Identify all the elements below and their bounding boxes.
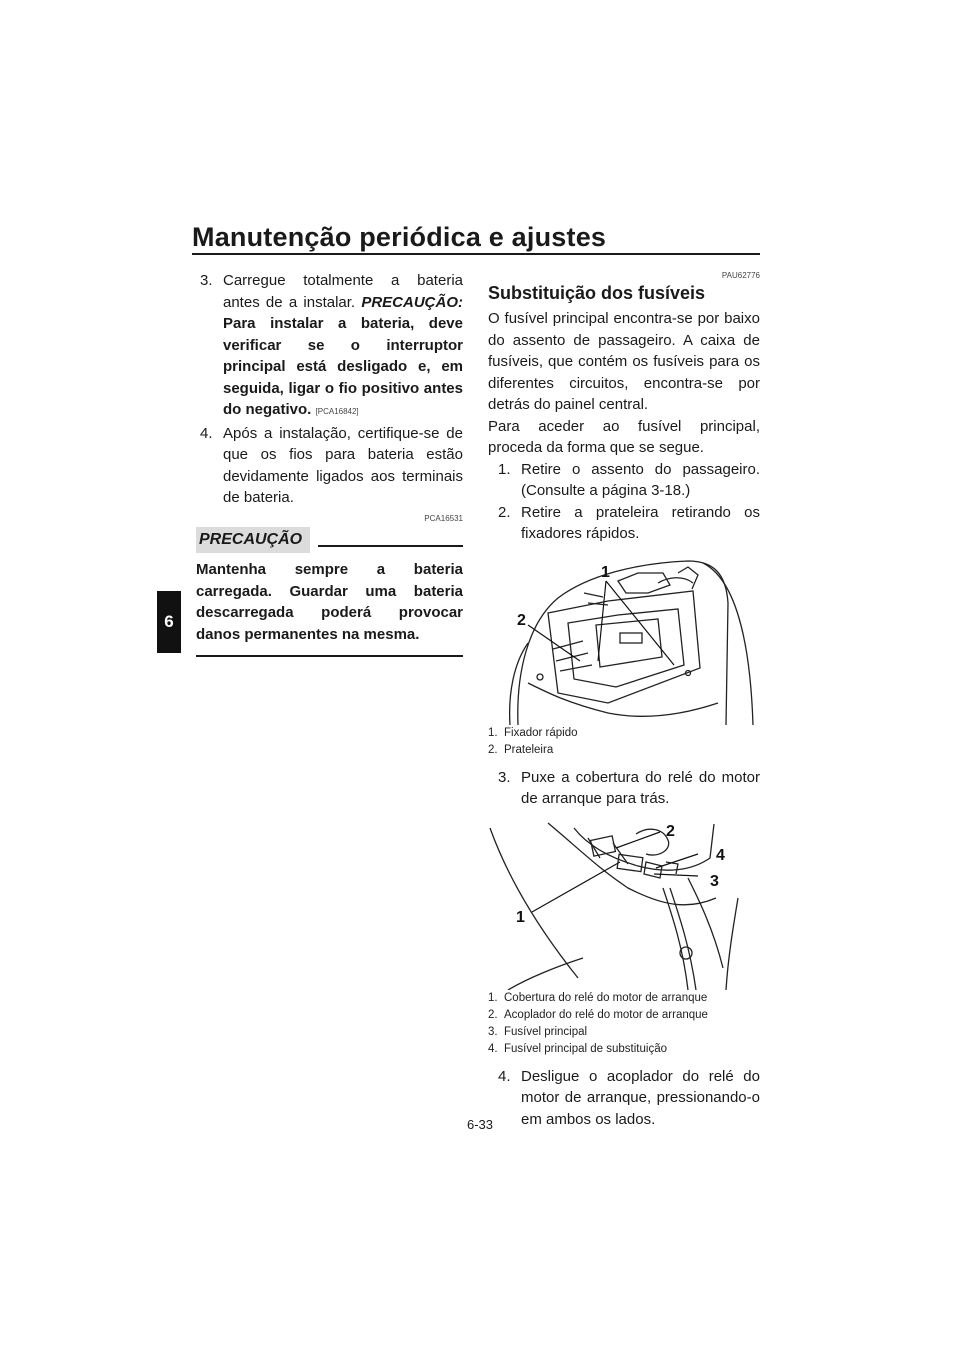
caption-row bbox=[488, 990, 760, 1007]
caption-row bbox=[488, 725, 760, 742]
left-step-4 bbox=[196, 423, 463, 509]
reference-code: [PCA16842] bbox=[315, 407, 359, 416]
caption-number: 2. bbox=[488, 743, 498, 756]
caption-text: Cobertura do relé do motor de arranque bbox=[504, 991, 708, 1004]
caption-text: Fusível principal bbox=[504, 1025, 588, 1038]
caption-row bbox=[488, 1041, 760, 1058]
figure-label: 1 bbox=[601, 563, 610, 581]
left-column bbox=[196, 270, 463, 657]
figure-caption bbox=[488, 990, 760, 1058]
page-number: 6-33 bbox=[466, 1117, 494, 1132]
step-text: Após a instalação, certifique-se de que os fios para bateria estão devidamente ligados aos terminais de bateria. bbox=[223, 424, 463, 506]
caption-row bbox=[488, 1007, 760, 1024]
caption-number: 2. bbox=[488, 1008, 498, 1021]
title-rule bbox=[192, 253, 760, 255]
figure-label: 2 bbox=[517, 611, 526, 629]
caution-text: Mantenha sempre a bateria carregada. Guardar uma bateria descarregada poderá provocar danos permanentes na mesma. bbox=[196, 561, 463, 643]
paragraph: Para aceder ao fusível principal, proceda da forma que se segue. bbox=[488, 417, 760, 456]
step-number: 1. bbox=[498, 460, 511, 478]
step-text: Retire a prateleira retirando os fixadores rápidos. bbox=[521, 503, 760, 542]
caption-text: Prateleira bbox=[504, 743, 554, 756]
figure-shelf-illustration bbox=[488, 553, 760, 725]
caution-header bbox=[196, 527, 463, 554]
figure-label: 1 bbox=[516, 908, 525, 926]
section-title: Substituição dos fusíveis bbox=[488, 283, 706, 303]
caption-row bbox=[488, 742, 760, 759]
caution-rule bbox=[318, 545, 463, 547]
step-text: Carregue totalmente a bateria antes de a instalar. bbox=[223, 272, 463, 311]
caution-end-rule bbox=[196, 655, 463, 657]
caption-number: 1. bbox=[488, 726, 498, 739]
right-column bbox=[488, 270, 760, 1130]
step-number: 4. bbox=[498, 1067, 511, 1085]
chapter-tab: 6 bbox=[157, 591, 181, 653]
right-step-3 bbox=[488, 767, 760, 810]
caption-number: 4. bbox=[488, 1042, 498, 1055]
right-step-2 bbox=[488, 502, 760, 545]
figure-starter-relay-illustration bbox=[488, 818, 760, 990]
figure-label: 3 bbox=[710, 872, 719, 890]
figure-label: 4 bbox=[716, 846, 725, 864]
step-number: 2. bbox=[498, 503, 511, 521]
caption-row bbox=[488, 1024, 760, 1041]
figure-label: 2 bbox=[666, 822, 675, 840]
right-step-1 bbox=[488, 459, 760, 502]
caption-text: Acoplador do relé do motor de arranque bbox=[504, 1008, 708, 1021]
reference-code: PAU62776 bbox=[721, 271, 760, 280]
caption-text: Fixador rápido bbox=[504, 726, 578, 739]
figure-caption bbox=[488, 725, 760, 759]
caption-number: 3. bbox=[488, 1025, 498, 1038]
caption-text: Fusível principal de substituição bbox=[504, 1042, 667, 1055]
step-number: 3. bbox=[200, 272, 213, 289]
inline-caution-text: Para instalar a bateria, deve verificar se o interruptor principal está desligado e, em seguida, ligar o fio positivo antes do negativo. bbox=[223, 315, 463, 418]
step-text: Desligue o acoplador do relé do motor de arranque, pressionando-o em ambos os lados. bbox=[521, 1067, 760, 1128]
step-number: 4. bbox=[200, 424, 213, 442]
caution-label: PRECAUÇÃO bbox=[196, 527, 310, 554]
step-text: Retire o assento do passageiro. (Consulte a página 3-18.) bbox=[521, 460, 760, 499]
page-title: Manutenção periódica e ajustes bbox=[192, 222, 607, 252]
step-text: Puxe a cobertura do relé do motor de arranque para trás. bbox=[521, 768, 760, 807]
step-number: 3. bbox=[498, 768, 511, 786]
paragraph: O fusível principal encontra-se por baixo do assento de passageiro. A caixa de fusíveis, que contém os fusíveis para os diferentes circuitos, encontra-se por detrás do painel central. bbox=[488, 310, 760, 413]
reference-code: PCA16531 bbox=[424, 513, 463, 523]
left-step-3 bbox=[196, 270, 463, 423]
caption-number: 1. bbox=[488, 991, 498, 1004]
inline-caution-label: PRECAUÇÃO: bbox=[361, 293, 463, 311]
